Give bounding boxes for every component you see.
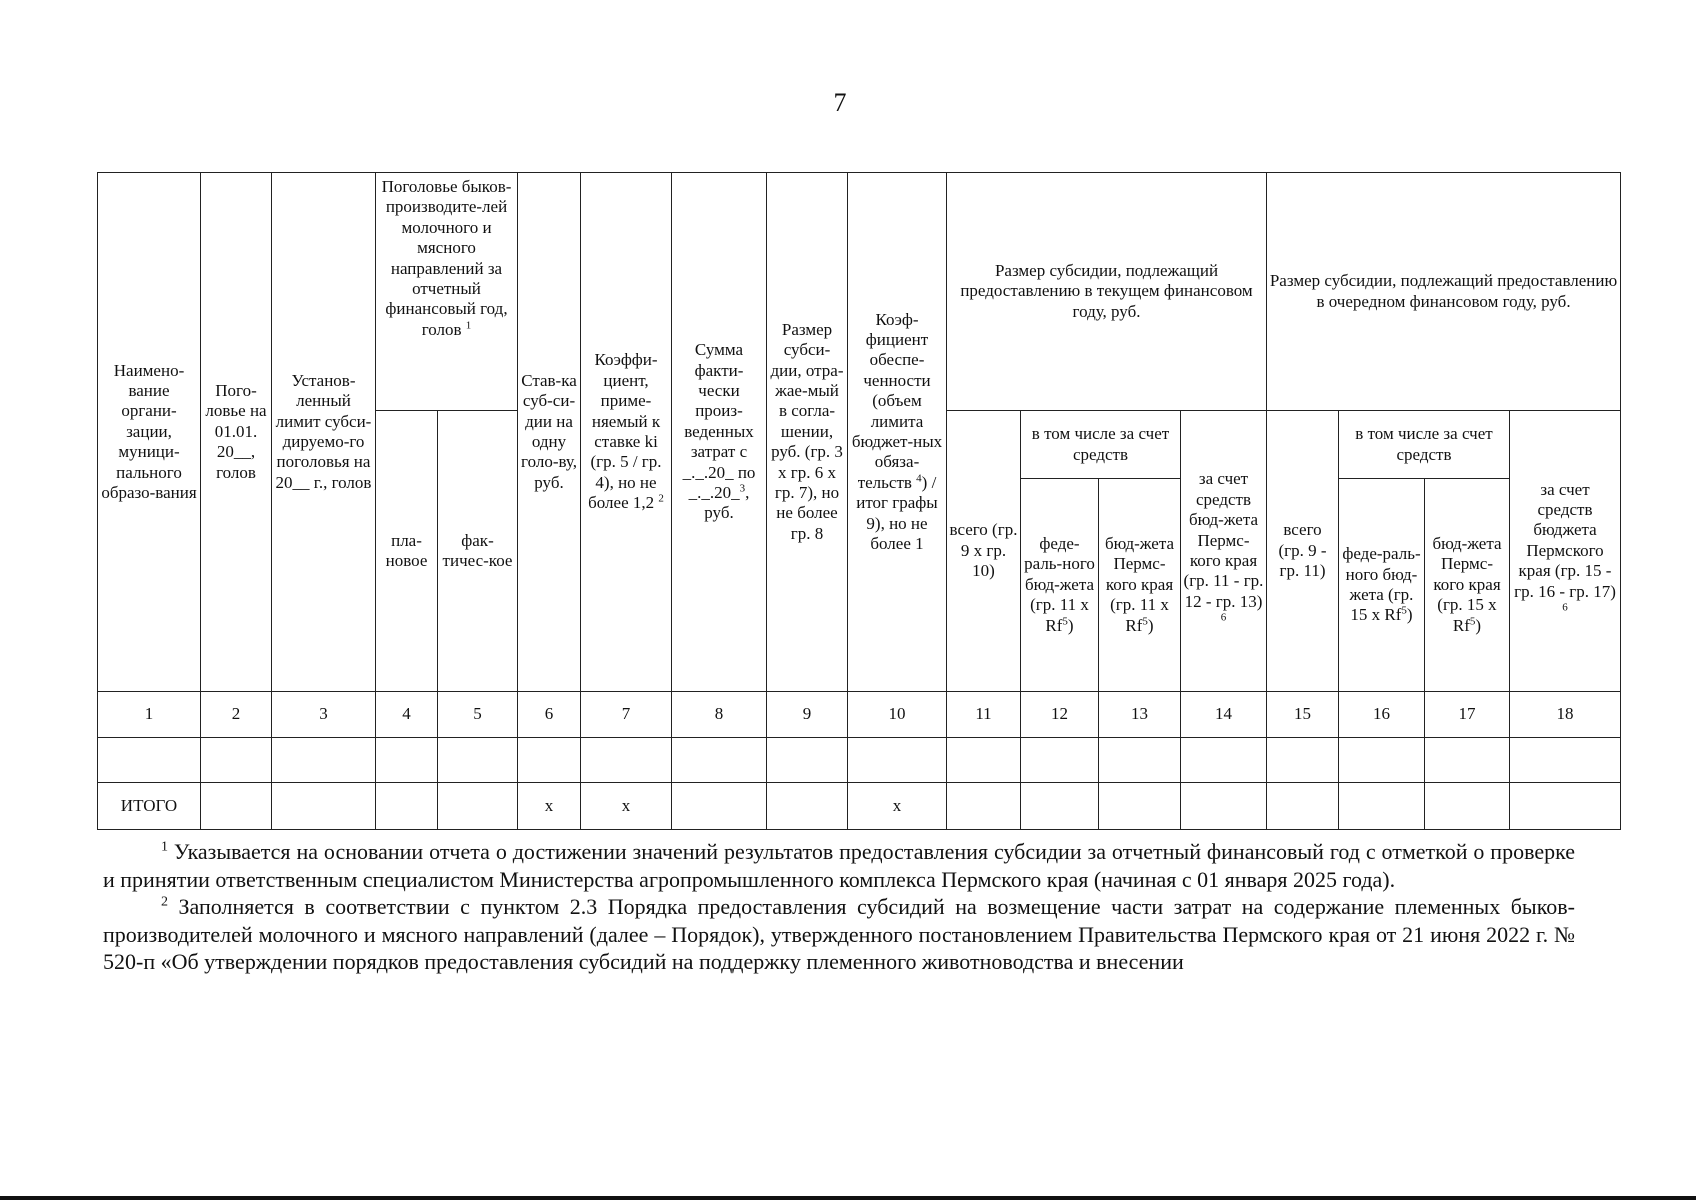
total-cell[interactable]: х: [848, 783, 947, 830]
header-current-regional-text: бюд-жета Пермс-кого края (гр. 11 x Rf: [1104, 534, 1175, 635]
header-coefficient-text: Коэффи-циент, приме-няемый к ставке ki (гр. 5 / гр. 4), но не более 1,2: [588, 350, 662, 513]
footnote-ref-6b: 6: [1562, 601, 1568, 614]
header-rate: [518, 173, 581, 692]
column-number: 12: [1021, 692, 1099, 738]
header-next-regional: [1425, 479, 1510, 692]
header-costs: [672, 173, 767, 692]
footnote-2-text: Заполняется в соответствии с пунктом 2.3 Порядка предоставления субсидий на возмещение части затрат на содержание племенных быков-производителей молочного и мясного направлений (далее – Порядок), утвержденного постановлением Правительства Пермского края от 21 июня 2022 г. № 520-п «Об утверждении порядков предоставления субсидий на поддержку племенного животноводства и внесении: [103, 894, 1575, 974]
column-number: 15: [1267, 692, 1339, 738]
empty-cell[interactable]: [947, 738, 1021, 783]
column-number: 18: [1510, 692, 1621, 738]
footnote-ref-5d: 5: [1469, 614, 1476, 627]
header-next-year-group: [1267, 173, 1621, 411]
scan-edge-line: [0, 1196, 1696, 1200]
total-cell[interactable]: [1181, 783, 1267, 830]
page-number: 7: [833, 88, 847, 117]
header-current-regional-own-text: за счет средств бюд-жета Пермс-кого края (гр. 11 - гр. 12 - гр. 13): [1183, 469, 1264, 611]
empty-cell[interactable]: [1267, 738, 1339, 783]
total-cell[interactable]: [376, 783, 438, 830]
header-current-incl-text: в том числе за счет средств: [1031, 424, 1170, 464]
header-livestock-start-text: Пого-ловье на 01.01. 20__, голов: [205, 381, 267, 482]
header-next-regional-text: бюд-жета Пермс-кого края (гр. 15 x Rf: [1432, 534, 1502, 635]
header-actual-text: фак-тичес-кое: [442, 530, 513, 570]
empty-cell[interactable]: [518, 738, 581, 783]
header-provision-coef-text: Коэф-фициент обеспе-ченности (объем лимита бюджет-ных обяза-тельств: [851, 309, 943, 492]
header-next-total-text: всего (гр. 9 - гр. 11): [1278, 520, 1327, 581]
empty-cell[interactable]: [1181, 738, 1267, 783]
header-current-year-text: Размер субсидии, подлежащий предоставлению в текущем финансовом году, руб.: [960, 260, 1253, 321]
total-cell[interactable]: [672, 783, 767, 830]
header-current-federal: [1021, 479, 1099, 692]
total-cell[interactable]: [272, 783, 376, 830]
column-number: 10: [848, 692, 947, 738]
header-next-incl: [1339, 411, 1510, 479]
total-cell[interactable]: [767, 783, 848, 830]
header-current-federal-close: ): [1067, 615, 1074, 635]
footnote-ref-3: 3: [739, 482, 746, 495]
header-actual: [438, 411, 518, 692]
header-current-regional: [1099, 479, 1181, 692]
header-provision-coef: [848, 173, 947, 692]
column-number: 14: [1181, 692, 1267, 738]
column-number: 8: [672, 692, 767, 738]
empty-cell[interactable]: [438, 738, 518, 783]
empty-cell[interactable]: [1339, 738, 1425, 783]
footnote-ref-5: 5: [1062, 614, 1068, 627]
empty-cell[interactable]: [1425, 738, 1510, 783]
header-org-name: [98, 173, 201, 692]
total-cell[interactable]: [438, 783, 518, 830]
footnote-1: [103, 838, 1575, 893]
footnote-ref-6: 6: [1220, 611, 1227, 624]
footnote-2: [103, 893, 1575, 976]
header-next-regional-own-text: за счет средств бюджета Пермского края (гр. 15 - гр. 16 - гр. 17): [1514, 479, 1616, 601]
header-costs-text: Сумма факти-чески произ-веденных затрат с _._.20_ по _._.20_: [682, 340, 756, 502]
footnote-ref-1: 1: [465, 319, 472, 332]
footnote-ref-2: 2: [658, 492, 664, 505]
header-next-year-text: Размер субсидии, подлежащий предоставлению в очередном финансовом году, руб.: [1269, 271, 1618, 311]
column-number: 17: [1425, 692, 1510, 738]
total-cell[interactable]: [1021, 783, 1099, 830]
header-rate-text: Став-ка суб-си-дии на одну голо-ву, руб.: [521, 370, 577, 492]
header-bulls-group: [376, 173, 518, 411]
header-current-regional-own: [1181, 411, 1267, 692]
header-next-regional-own: [1510, 411, 1621, 692]
column-number: 4: [376, 692, 438, 738]
total-cell[interactable]: [1510, 783, 1621, 830]
column-number: 11: [947, 692, 1021, 738]
total-cell[interactable]: [201, 783, 272, 830]
total-cell[interactable]: х: [581, 783, 672, 830]
header-next-federal: [1339, 479, 1425, 692]
header-current-incl: [1021, 411, 1181, 479]
empty-cell[interactable]: [1021, 738, 1099, 783]
header-costs-unit: , руб.: [704, 482, 750, 523]
empty-cell[interactable]: [848, 738, 947, 783]
subsidy-table: [97, 172, 1621, 830]
header-next-federal-text: феде-раль-ного бюд-жета (гр. 15 x Rf: [1342, 544, 1421, 625]
empty-cell[interactable]: [672, 738, 767, 783]
header-current-total: [947, 411, 1021, 692]
footnote-1-text: Указывается на основании отчета о достижении значений результатов предоставления субсидии за отчетный финансовый год с отметкой о проверке и принятии ответственным специалистом Министерства агропромышленного комплекса Пермского края (начиная с 01 января 2025 года).: [103, 839, 1576, 892]
empty-cell[interactable]: [376, 738, 438, 783]
header-provision-coef-text-end: ) / итог графы 9), но не более 1: [856, 472, 938, 553]
header-planned: [376, 411, 438, 692]
header-coefficient: [581, 173, 672, 692]
header-subsidy-agreement-text: Размер субси-дии, отра-жае-мый в согла-шении, руб. (гр. 3 х гр. 6 х гр. 7), но не более гр. 8: [770, 319, 844, 543]
column-number: 1: [98, 692, 201, 738]
column-number: 9: [767, 692, 848, 738]
total-cell[interactable]: х: [518, 783, 581, 830]
column-number: 16: [1339, 692, 1425, 738]
header-current-federal-text: феде-раль-ного бюд-жета (гр. 11 x Rf: [1024, 534, 1095, 635]
footnote-ref-5c: 5: [1401, 604, 1407, 617]
footnotes: [103, 838, 1575, 976]
header-next-federal-close: ): [1406, 605, 1413, 625]
header-limit: [272, 173, 376, 692]
header-current-regional-close: ): [1147, 615, 1154, 635]
column-number: 6: [518, 692, 581, 738]
column-number: 2: [201, 692, 272, 738]
header-bulls-group-text: Поголовье быков-производите-лей молочного и мясного направлений за отчетный финансовый год, голов: [381, 177, 512, 339]
empty-cell[interactable]: [767, 738, 848, 783]
header-subsidy-agreement: [767, 173, 848, 692]
total-cell[interactable]: [1339, 783, 1425, 830]
total-cell[interactable]: [947, 783, 1021, 830]
column-number: 3: [272, 692, 376, 738]
empty-cell[interactable]: [201, 738, 272, 783]
empty-cell[interactable]: [272, 738, 376, 783]
header-org-name-text: Наимено-вание органи-зации, муници-пального образо-вания: [101, 360, 197, 502]
header-current-year-group: [947, 173, 1267, 411]
empty-cell[interactable]: [1099, 738, 1181, 783]
total-row-label: ИТОГО: [98, 783, 201, 830]
column-number: 7: [581, 692, 672, 738]
empty-cell[interactable]: [581, 738, 672, 783]
header-next-incl-text: в том числе за счет средств: [1355, 424, 1493, 464]
total-cell[interactable]: [1099, 783, 1181, 830]
footnote-ref-4: 4: [916, 472, 922, 485]
header-next-total: [1267, 411, 1339, 692]
total-cell[interactable]: [1267, 783, 1339, 830]
footnote-1-marker: 1: [161, 839, 168, 855]
header-limit-text: Установ-ленный лимит субси-дируемо-го поголовья на 20__ г., голов: [275, 370, 372, 492]
footnote-2-marker: 2: [161, 894, 168, 910]
footnote-ref-5b: 5: [1142, 614, 1148, 627]
header-livestock-start: [201, 173, 272, 692]
total-cell[interactable]: [1425, 783, 1510, 830]
empty-cell[interactable]: [1510, 738, 1621, 783]
header-current-total-text: всего (гр. 9 х гр. 10): [949, 520, 1018, 581]
header-next-regional-close: ): [1475, 615, 1482, 635]
column-number: 13: [1099, 692, 1181, 738]
empty-cell[interactable]: [98, 738, 201, 783]
column-number: 5: [438, 692, 518, 738]
header-planned-text: пла-новое: [385, 530, 428, 570]
